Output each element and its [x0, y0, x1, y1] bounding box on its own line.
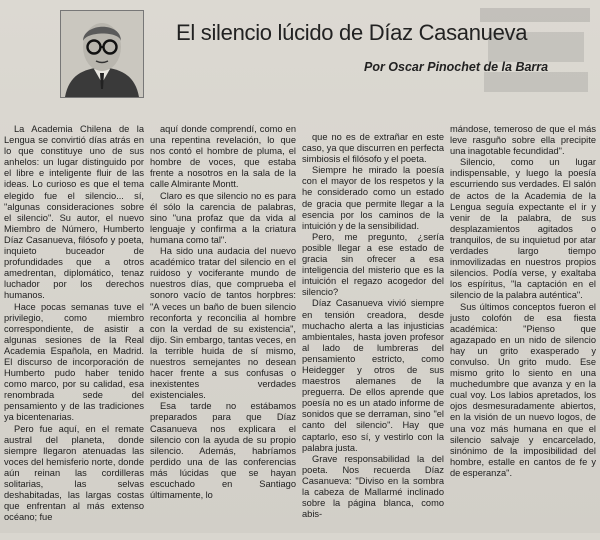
paragraph: Esa tarde no estábamos preparados para que Díaz Casanueva nos explicara el silencio con la ayuda de su propio silencio. Además, habríamos perdido una de las conferencias más lúcidas que se hayan escuchado en Santiago últimamente, lo [150, 401, 296, 501]
paragraph: Silencio, como un lugar indispensable, y luego la poesía escurriendo sus verdades. El salón de actos de la Academia de la Lengua seguía expectante el ir y venir de la palabra, de sus desplazamientos agitados o tranquilos, de su inquietud por atar verdades largo tiempo inmovilizadas en nuestros propios silencios. Podía verse, y exaltaba los espíritus, "la captación en el silencio de la palabra auténtica". [450, 157, 596, 301]
article-column-3 [302, 132, 444, 540]
article-column-2 [150, 124, 296, 532]
article-column-1 [4, 124, 144, 532]
paragraph: Ha sido una audacia del nuevo académico tratar del silencio en el ruidoso y vociferante mundo de nuestros días, que comprueba el sonoro vacío de tantos horpbres: "A veces un baño de buen silencio reconforta y reconcilia al hombre con la verdad de su existencia", dijo. Sin embargo, tantas veces, en la terrible huida de sí mismo, nuestros semejantes no desean hacer frente a sus confusas o inexistentes verdades existenciales. [150, 246, 296, 401]
paragraph: Pero fue aquí, en el remate austral del planeta, donde siempre llegaron atenuadas las voces del hemisferio norte, donde aún reinan las cordilleras solitarias, las selvas deshabitadas, las largas costas que enfrentan al más extenso océano; fue [4, 423, 144, 523]
paragraph: mándose, temeroso de que el más leve rasguño sobre ella precipite una inagotable fecundidad". [450, 124, 596, 157]
paragraph: Sus últimos conceptos fueron el justo colofón de esa fiesta académica: "Pienso que agazapado en un nido de silencio hay un grito exasperado y convulso. Un grito mudo. Ese mismo grito lo siento en una muchedumbre que avanza y en la cual voy. Los labios apretados, los ojos desmesuradamente abiertos, en la visión de un nuevo logos, de una voz más humana en que el silencio salvaje y encarcelado, sinónimo de la imposibilidad del hombre, estalle en cantos de fe y de esperanza". [450, 301, 596, 478]
article-byline: Por Oscar Pinochet de la Barra [364, 60, 549, 74]
paragraph: La Academia Chilena de la Lengua se convirtió días atrás en lo que constituye uno de sus anhelos: un lugar distinguido por el libre e inteligente fluir de las ideas. Lo curioso es que el tema elegido fue el silencio... sí, "algunas consideraciones sobre el silencio". Su autor, el nuevo Miembro de Número, Humberto Díaz Casanueva, filósofo y poeta, inquieto buceador de profundidades que a otros amedrentan, diplomático, tenaz luchador por los derechos humanos. [4, 124, 144, 301]
article-column-4 [450, 124, 596, 532]
article-title: El silencio lúcido de Díaz Casanueva [176, 20, 528, 45]
author-portrait [60, 10, 144, 98]
paragraph: Grave responsabilidad la del poeta. Nos recuerda Díaz Casanueva: "Diviso en la sombra la cabeza de Mallarmé inclinado sobre la página blanca, como abis- [302, 453, 444, 520]
paragraph: aquí donde comprendí, como en una repentina revelación, lo que nos contó el hombre de pluma, el hombre de voces, que estaba frente a nosotros en la sala de la calle Almirante Montt. [150, 124, 296, 190]
paragraph: Claro es que silencio no es para él sólo la carencia de palabras, sino "una profaz que da vida al lenguaje y confirma a la criatura humana como tal". [150, 190, 296, 245]
paragraph: Díaz Casanueva vivió siempre en tensión creadora, desde muchacho alerta a las injusticias ambientales, hasta joven profesor al lado de lumbreras del pensamiento estricto, como Heidegger y otros de sus maestros alemanes de la preguerra. De ellos aprende que poesía no es un atado informe de sonidos que se derraman, sino "el canto del silencio". Hay que captarlo, eso sí, y vestirlo con la palabra justa. [302, 298, 444, 453]
paragraph: Hace pocas semanas tuve el privilegio, como miembro correspondiente, de asistir a algunas sesiones de la Real Academia Española, en Madrid. El discurso de incorporación de Humberto pudo haber tenido como marco, por su calidad, esa renombrada sede del pensamiento y de las tradiciones ya bicentenarias. [4, 301, 144, 423]
paragraph: Pero, me pregunto, ¿sería posible llegar a ese estado de gracia sin ofrecer a esa inteligencia del misterio que es la intuición el regazo acogedor del silencio? [302, 231, 444, 298]
paragraph: que no es de extrañar en este caso, ya que discurren en perfecta simbiosis el filósofo y el poeta. [302, 132, 444, 165]
paragraph: Siempre he mirado la poesía con el mayor de los respetos y la he considerado como un estado de gracia que permite llegar a la esencia por los caminos de la intuición y de la sensibilidad. [302, 165, 444, 231]
